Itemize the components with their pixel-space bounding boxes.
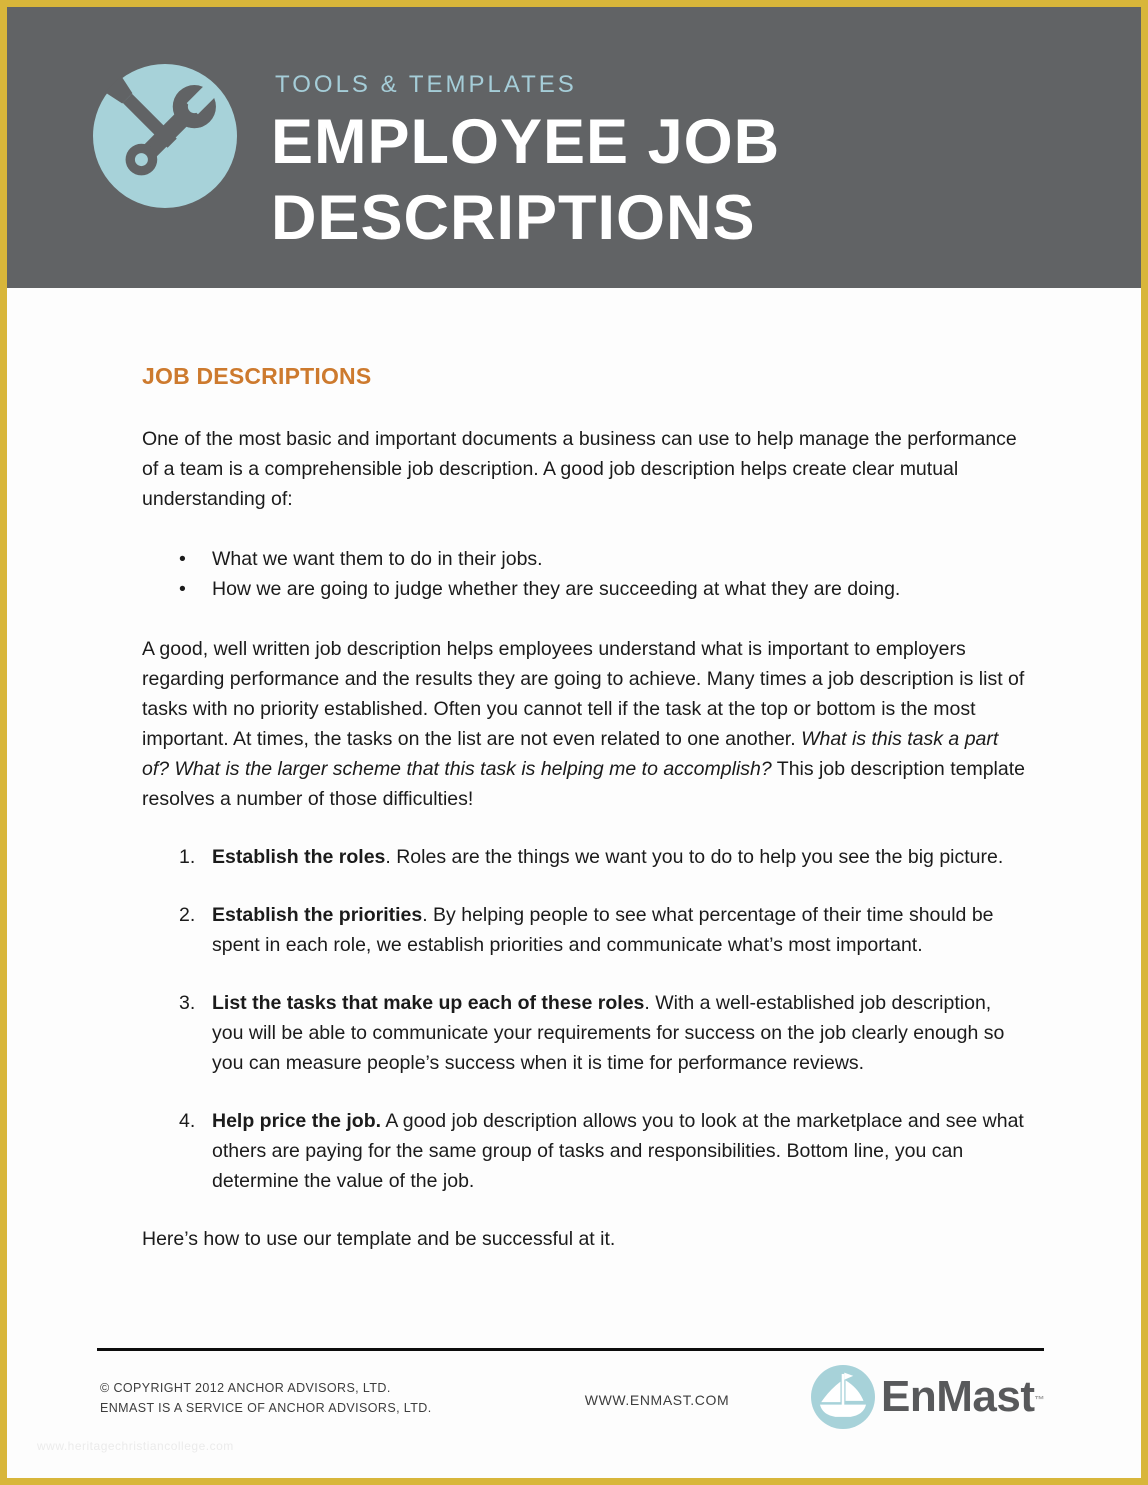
- list-item: [142, 1106, 1026, 1196]
- bullet-icon: •: [179, 548, 186, 570]
- trademark-symbol: ™: [1034, 1395, 1044, 1406]
- page-title-line2: DESCRIPTIONS: [271, 183, 756, 253]
- list-number: 1.: [179, 846, 196, 868]
- logo-wordmark: [881, 1372, 1044, 1422]
- list-item-rest: . By helping people to see what percentage of their time should be spent in each role, we establish priorities and communicate what’s most important.: [212, 904, 994, 956]
- closing-line: Here’s how to use our template and be successful at it.: [142, 1228, 616, 1250]
- list-item-text: [212, 842, 1003, 872]
- enmast-logo: [814, 1365, 1044, 1429]
- list-item-lead: Help price the job.: [212, 1110, 382, 1132]
- list-item-lead: Establish the priorities: [212, 904, 423, 926]
- paragraph-text: A good, well written job description helps employees understand what is important to employers regarding performance and the results they are going to achieve. Many times a job description is list of tasks with no priority established. Often you cannot tell if the task at the top or bottom is the most important. At times, the tasks on the list are not even related to one another.: [142, 638, 1025, 750]
- list-item: [142, 544, 1026, 574]
- bullet-icon: •: [179, 578, 186, 600]
- paragraph-text: This job description template resolves a number of those difficulties!: [142, 758, 1025, 810]
- list-item-rest: . Roles are the things we want you to do to help you see the big picture.: [385, 846, 1004, 868]
- bullet-text: What we want them to do in their jobs.: [212, 548, 543, 570]
- list-item: [142, 574, 1026, 604]
- header-kicker: TOOLS & TEMPLATES: [275, 71, 577, 98]
- list-item-text: [212, 900, 1026, 960]
- list-number: 2.: [179, 904, 196, 926]
- watermark-text: www.heritagechristiancollege.com: [37, 1439, 234, 1453]
- copyright-line2: ENMAST IS A SERVICE OF ANCHOR ADVISORS, LTD.: [100, 1400, 432, 1415]
- page-title-line1: EMPLOYEE JOB: [271, 107, 781, 177]
- section-heading: JOB DESCRIPTIONS: [142, 363, 372, 389]
- copyright-text: [100, 1379, 500, 1418]
- body-paragraph: [142, 634, 1026, 814]
- paragraph-italic-text: What is this task a part of? What is the larger scheme that this task is helping me to accomplish?: [142, 728, 999, 780]
- numbered-list: [142, 842, 1026, 1196]
- header-banner: [7, 7, 1141, 288]
- page-title: [271, 104, 780, 256]
- copyright-line1: © COPYRIGHT 2012 ANCHOR ADVISORS, LTD.: [100, 1381, 391, 1395]
- bullet-text: How we are going to judge whether they are succeeding at what they are doing.: [212, 578, 901, 600]
- logo-wordmark-text: EnMast: [881, 1372, 1035, 1421]
- footer: [100, 1372, 1044, 1429]
- tools-icon: [93, 61, 237, 211]
- list-number: 4.: [179, 1110, 196, 1132]
- ship-icon: [811, 1365, 875, 1429]
- list-item: [142, 988, 1026, 1078]
- article-body: [142, 361, 1026, 1254]
- list-number: 3.: [179, 992, 196, 1014]
- list-item-lead: List the tasks that make up each of these roles: [212, 992, 645, 1014]
- list-item-text: [212, 1106, 1026, 1196]
- list-item-lead: Establish the roles: [212, 846, 386, 868]
- list-item: [142, 900, 1026, 960]
- list-item-rest: A good job description allows you to look at the marketplace and see what others are paying for the same group of tasks and responsibilities. Bottom line, you can determine the value of the job.: [212, 1110, 1024, 1192]
- website-url: WWW.ENMAST.COM: [584, 1392, 730, 1408]
- bullet-list: [142, 544, 1026, 604]
- footer-divider: [97, 1348, 1044, 1351]
- list-item: [142, 842, 1026, 872]
- intro-paragraph: One of the most basic and important documents a business can use to help manage the performance of a team is a comprehensible job description. A good job description helps create clear mutual understanding of:: [142, 428, 1017, 510]
- list-item-rest: . With a well-established job description, you will be able to communicate your requirements for success on the job clearly enough so you can measure people’s success when it is time for performance reviews.: [212, 992, 1005, 1074]
- list-item-text: [212, 988, 1026, 1078]
